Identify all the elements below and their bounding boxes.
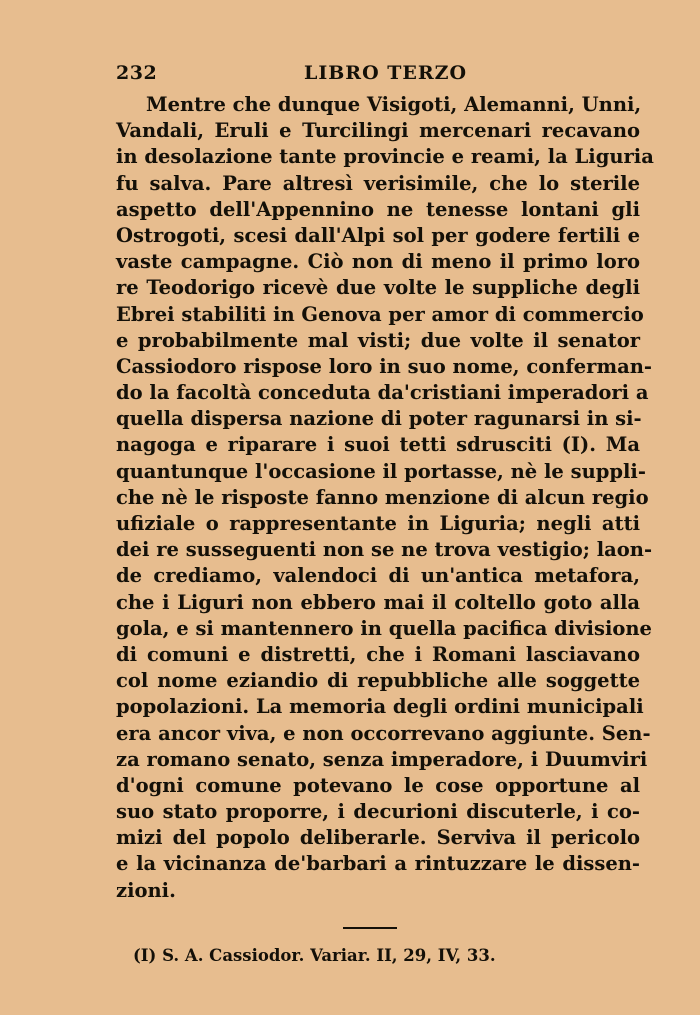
text-line: e probabilmente mal visti; due volte il senator	[116, 328, 640, 352]
text-line: vaste campagne. Ciò non di meno il primo loro	[116, 250, 640, 274]
body-text	[116, 92, 654, 904]
text-line: col nome eziandio di repubbliche alle soggette	[116, 669, 640, 693]
footnote: (I) S. A. Cassiodor. Variar. II, 29, IV, 33.	[133, 946, 496, 965]
text-line: nagoga e riparare i suoi tetti sdrusciti (I). Ma	[116, 433, 640, 457]
running-head: LIBRO TERZO	[304, 62, 468, 84]
text-line: di comuni e distretti, che i Romani lasciavano	[116, 642, 640, 666]
text-line: popolazioni. La memoria degli ordini municipali	[116, 695, 644, 719]
text-line: aspetto dell'Appennino ne tenesse lontani gli	[116, 197, 640, 221]
text-line: che i Liguri non ebbero mai il coltello goto alla	[116, 590, 640, 614]
page-number: 232	[116, 62, 158, 84]
text-line: Cassiodoro rispose loro in suo nome, conferman-	[116, 354, 652, 378]
text-line: ufiziale o rappresentante in Liguria; negli atti	[116, 512, 640, 535]
page-header	[116, 62, 638, 88]
text-line: Ostrogoti, scesi dall'Alpi sol per godere fertili e	[116, 223, 640, 247]
text-line: re Teodorigo ricevè due volte le suppliche degli	[116, 276, 640, 300]
text-line: era ancor viva, e non occorrevano aggiunte. Sen-	[116, 721, 651, 745]
text-line: quella dispersa nazione di poter ragunarsi in si-	[116, 407, 642, 431]
text-line: Vandali, Eruli e Turcilingi mercenari recavano	[116, 119, 640, 143]
text-line: dei re susseguenti non se ne trova vestigio; laon-	[116, 538, 653, 562]
text-line: Ebrei stabiliti in Genova per amor di commercio	[116, 302, 644, 326]
text-line: in desolazione tante provincie e reami, la Liguria	[116, 145, 654, 169]
text-line: gola, e si mantennero in quella pacifica divisione	[116, 616, 652, 640]
text-line: quantunque l'occasione il portasse, nè le suppli-	[116, 459, 646, 483]
text-line: che nè le risposte fanno menzione di alcun regio	[116, 485, 649, 509]
text-line: mizi del popolo deliberarle. Serviva il pericolo	[116, 826, 640, 850]
text-line: do la facoltà conceduta da'cristiani imperadori a	[116, 381, 649, 405]
text-line: za romano senato, senza imperadore, i Duumviri	[116, 747, 648, 771]
text-line: e la vicinanza de'barbari a rintuzzare le dissen-	[116, 852, 640, 876]
text-line: Mentre che dunque Visigoti, Alemanni, Unni,	[146, 93, 642, 116]
text-line: suo stato proporre, i decurioni discuterle, i co-	[116, 800, 640, 824]
footnote-separator	[343, 927, 397, 929]
text-line: zioni.	[116, 878, 176, 902]
text-line: fu salva. Pare altresì verisimile, che lo sterile	[116, 171, 640, 195]
text-line: d'ogni comune potevano le cose opportune al	[116, 773, 640, 797]
text-line: de crediamo, valendoci di un'antica metafora,	[116, 564, 640, 588]
